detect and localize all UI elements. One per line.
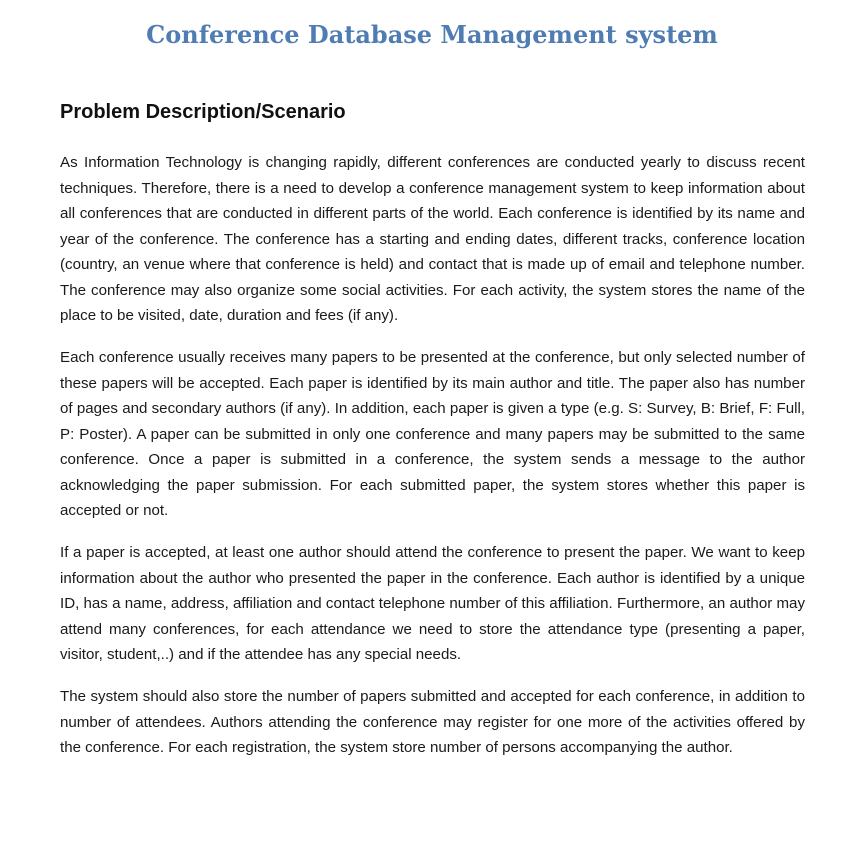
paragraph-4: The system should also store the number of papers submitted and accepted for each conference, in addition to number of attendees. Authors attending the conference may register for one more of the activities offered by the conference. For each registration, the system store number of persons accompanying the author. <box>60 688 805 756</box>
document-body <box>60 150 805 777</box>
paragraph-2: Each conference usually receives many papers to be presented at the conference, but only selected number of these papers will be accepted. Each paper is identified by its main author and title. The paper also has number of pages and secondary authors (if any). In addition, each paper is given a type (e.g. S: Survey, B: Brief, F: Full, P: Poster). A paper can be submitted in only one conference and many papers may be submitted to the same conference. Once a paper is submitted in a conference, the system sends a message to the author acknowledging the paper submission. For each submitted paper, the system stores whether this paper is accepted or not. <box>60 349 805 519</box>
paragraph-1: As Information Technology is changing rapidly, different conferences are conducted yearly to discuss recent techniques. Therefore, there is a need to develop a conference management system to keep information about all conferences that are conducted in different parts of the world. Each conference is identified by its name and year of the conference. The conference has a starting and ending dates, different tracks, conference location (country, an venue where that conference is held) and contact that is made up of email and telephone number. The conference may also organize some social activities. For each activity, the system stores the name of the place to be visited, date, duration and fees (if any). <box>60 154 805 324</box>
document-title: Conference Database Management system <box>146 20 718 49</box>
paragraph-3: If a paper is accepted, at least one author should attend the conference to present the paper. We want to keep information about the author who presented the paper in the conference. Each author is identified by a unique ID, has a name, address, affiliation and contact telephone number of this affiliation. Furthermore, an author may attend many conferences, for each attendance we need to store the attendance type (presenting a paper, visitor, student,..) and if the attendee has any special needs. <box>60 544 805 663</box>
section-heading: Problem Description/Scenario <box>60 101 346 123</box>
